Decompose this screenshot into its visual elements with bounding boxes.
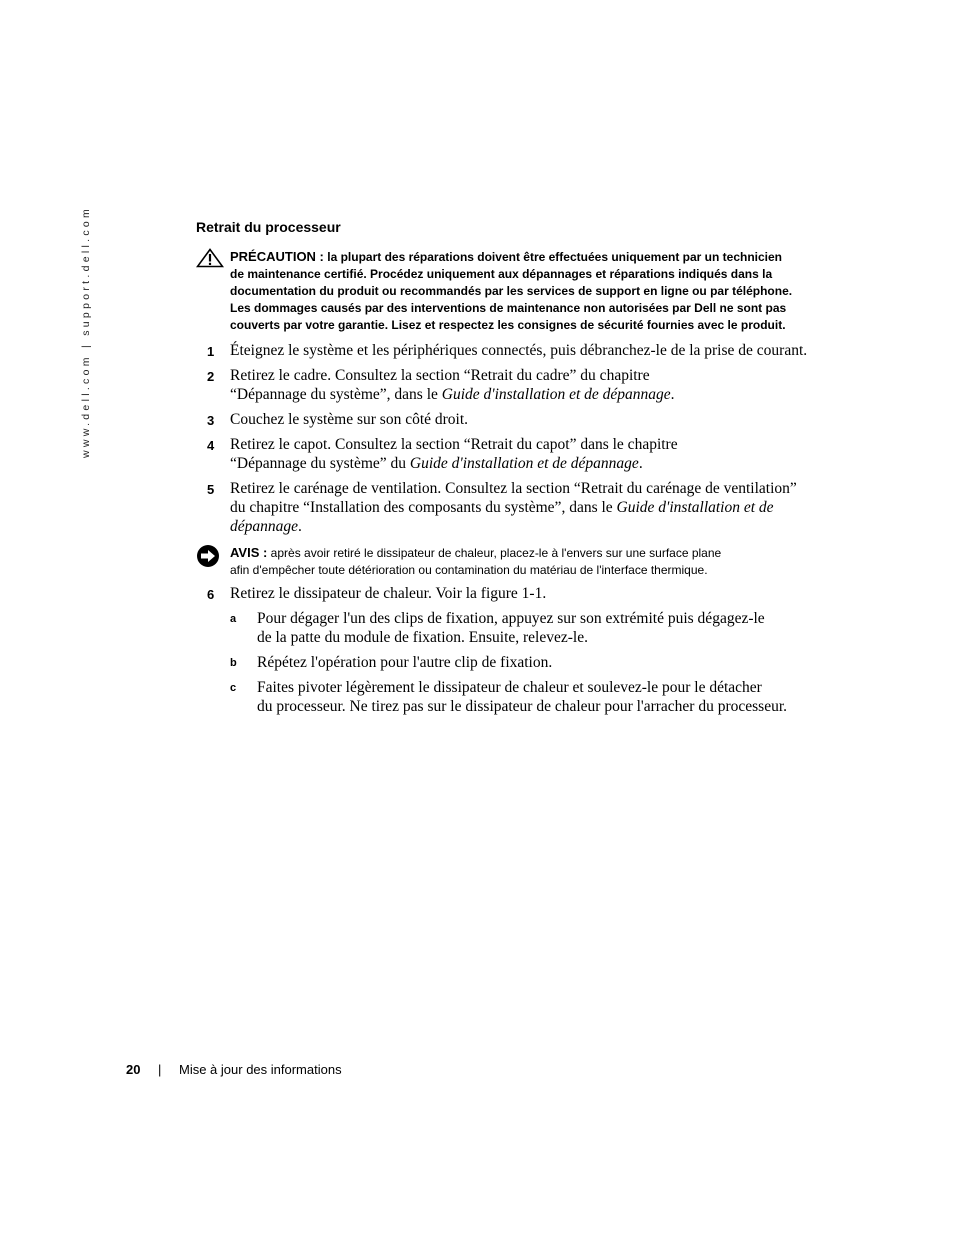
- list-item: 2 Retirez le cadre. Consultez la section “Retrait du cadre” du chapitre “Dépannage du système”, dans le Guide d'installation et de dépannage.: [207, 367, 675, 403]
- list-item: 6 Retirez le dissipateur de chaleur. Voir la figure 1-1.: [207, 585, 547, 602]
- footer-separator: |: [158, 1062, 162, 1077]
- warning-triangle-icon: [196, 248, 224, 268]
- notice-arrow-icon: [196, 544, 220, 568]
- sub-item: a Pour dégager l'un des clips de fixation, appuyez sur son extrémité puis dégagez-le de la patte du module de fixation. Ensuite, relevez-le.: [230, 610, 765, 646]
- steps-list-continued: [196, 584, 836, 716]
- list-item: 5 Retirez le carénage de ventilation. Consultez la section “Retrait du carénage de ventilation” du chapitre “Installation des composants du système”, dans le Guide d'installation et de dépannage.: [207, 480, 797, 535]
- sub-item: c Faites pivoter légèrement le dissipateur de chaleur et soulevez-le pour le détacher du processeur. Ne tirez pas sur le dissipateur de chaleur pour l'arracher du processeur.: [230, 679, 788, 715]
- list-item: 3 Couchez le système sur son côté droit.: [207, 411, 469, 428]
- page-number: 20: [126, 1062, 141, 1077]
- section-heading: Retrait du processeur: [196, 219, 341, 235]
- caution-label: PRÉCAUTION :: [230, 249, 324, 264]
- steps-list: [196, 341, 836, 536]
- caution-notice: [196, 248, 796, 334]
- list-item: 4 Retirez le capot. Consultez la section “Retrait du capot” dans le chapitre “Dépannage du système” du Guide d'installation et de dépannage.: [207, 436, 678, 472]
- avis-notice: [196, 544, 796, 579]
- avis-label: AVIS :: [230, 545, 268, 560]
- sub-item: b Répétez l'opération pour l'autre clip de fixation.: [230, 654, 553, 671]
- avis-text: AVIS : après avoir retiré le dissipateur de chaleur, placez-le à l'envers sur une surface plane afin d'empêcher toute détérioration ou contamination du matériau de l'interface thermique.: [230, 545, 722, 577]
- caution-text: PRÉCAUTION : la plupart des réparations doivent être effectuées uniquement par un technicien de maintenance certifié. Procédez uniquement aux dépannages et réparations indiqués dans la documentation du produit ou recommandés par les services de support en ligne ou par téléphone. Les dommages causés par des interventions de maintenance non autorisées par Dell ne sont pas couverts par votre garantie. Lisez et respectez les consignes de sécurité fournies avec le produit.: [230, 249, 793, 332]
- list-item: 1 Éteignez le système et les périphériques connectés, puis débranchez-le de la prise de courant.: [207, 342, 808, 359]
- footer-title: Mise à jour des informations: [179, 1062, 342, 1077]
- side-url: www.dell.com | support.dell.com: [80, 205, 92, 458]
